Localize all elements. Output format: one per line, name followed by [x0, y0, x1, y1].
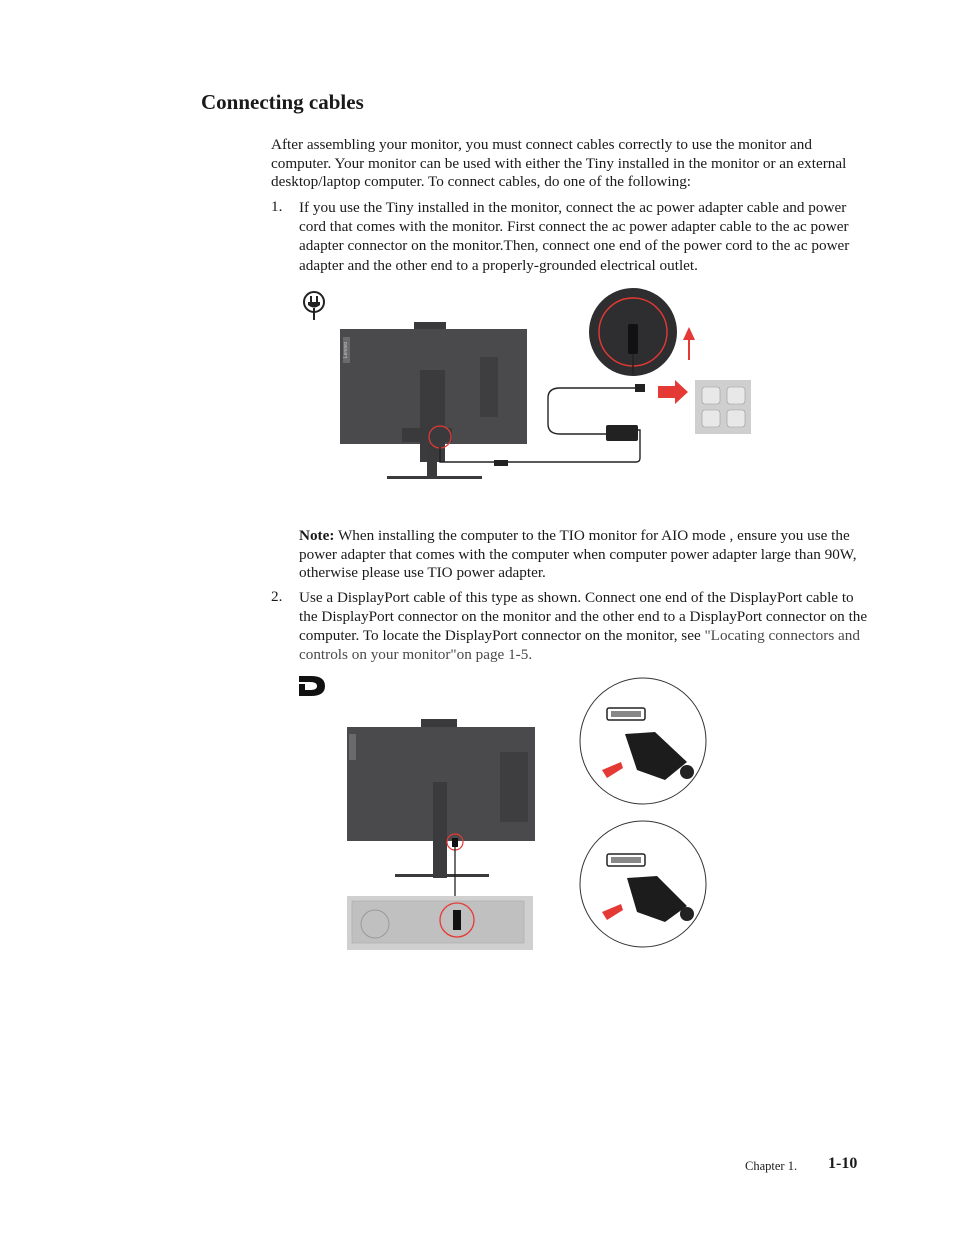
note-paragraph — [299, 527, 874, 583]
zoom-detail — [589, 288, 677, 376]
note-label: Note: — [299, 527, 335, 544]
page-title: Connecting cables — [201, 90, 364, 114]
power-plug-icon — [304, 292, 324, 320]
connector-zoom-2 — [580, 821, 706, 947]
step-2-main-text: Use a DisplayPort cable of this type as shown. Connect one end of the DisplayPort cable to the DisplayPort connector on the monitor and the other end to a DisplayPort connector on the computer. To locate the DisplayPort connector on the monitor, see — [299, 589, 868, 644]
note-text: When installing the computer to the TIO monitor for AIO mode , ensure you use the power adapter that comes with the computer when computer power adapter large than 90W, otherwise please use TIO power adapter. — [299, 527, 857, 582]
step-1-number: 1. — [271, 198, 283, 215]
tiny-pc — [347, 896, 533, 950]
step-2-number: 2. — [271, 588, 283, 605]
displayport-connection-figure — [295, 672, 715, 957]
intro-paragraph: After assembling your monitor, you must connect cables correctly to use the monitor and computer. Your monitor can be used with either the Tiny installed in the monitor or an external desktop/laptop computer. To connect cables, do one of the following: — [271, 136, 847, 191]
locating-connectors-link[interactable]: "Locating connectors and controls on your monitor"on page 1-5. — [299, 627, 860, 663]
electrical-outlet — [695, 380, 751, 434]
displayport-logo-icon — [299, 676, 325, 696]
step-1-text: If you use the Tiny installed in the monitor, connect the ac power adapter cable and power cord that comes with the monitor. First connect the ac power adapter cable to the ac power adapter connector on the monitor.Then, connect one end of the power cord to the ac power adapter and the other end to a properly-grounded electrical outlet. — [299, 199, 850, 274]
power-connection-figure — [290, 282, 760, 492]
brand-label: Lenovo — [343, 341, 349, 359]
footer-page-number: 1-10 — [828, 1155, 858, 1172]
step-2-text — [299, 588, 874, 664]
monitor-back — [340, 322, 527, 479]
connector-zoom-1 — [580, 678, 706, 804]
footer-chapter: Chapter 1. — [745, 1159, 798, 1173]
monitor-back — [347, 719, 535, 878]
